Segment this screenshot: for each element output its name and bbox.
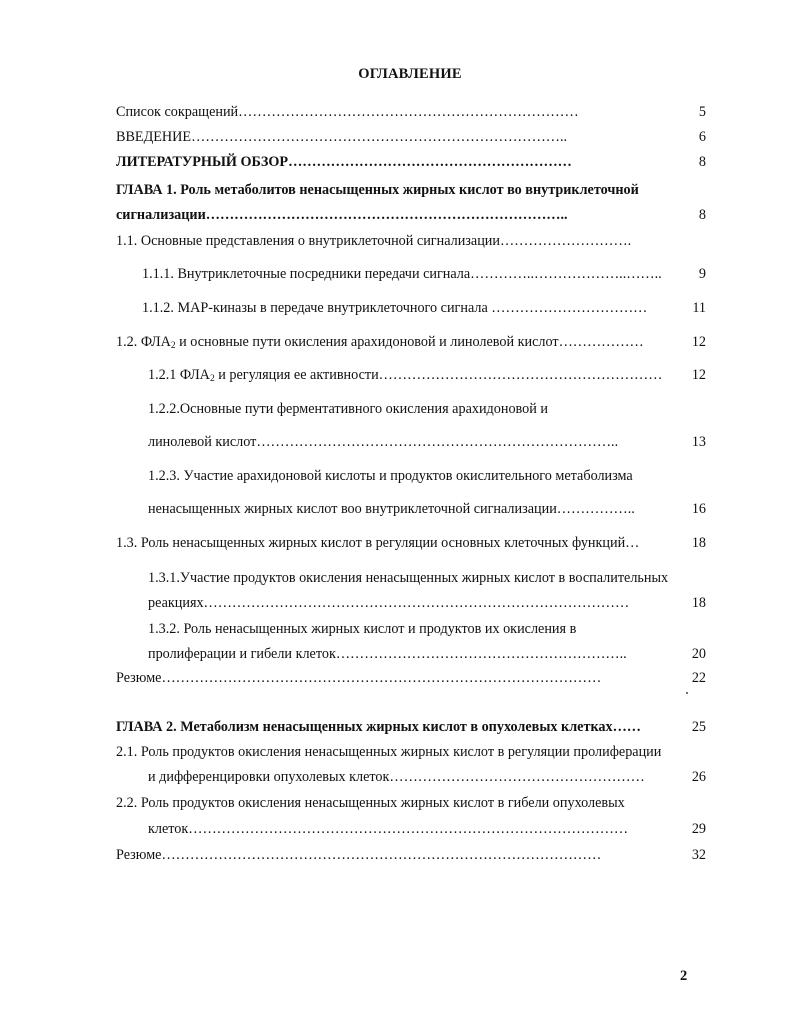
toc-entry-1-3-1-cont: реакциях……………………………………………………………………………… <box>148 595 630 611</box>
toc-entry-abbreviations: Список сокращений……………………………………………………………… <box>116 104 579 120</box>
toc-page-number: 12 <box>691 334 706 350</box>
page-number: 2 <box>680 968 688 984</box>
toc-entry-1-3-2-cont: пролиферации и гибели клеток…………………………………………………….. <box>148 646 627 662</box>
toc-entry-introduction: ВВЕДЕНИЕ…………………………………………………………………….. <box>116 129 568 145</box>
toc-entry-summary-2: Резюме………………………………………………………………………………… <box>116 847 602 863</box>
toc-entry-1-3: 1.3. Роль ненасыщенных жирных кислот в регуляции основных клеточных функций… <box>116 535 640 551</box>
toc-page-number: 16 <box>691 501 706 517</box>
toc-entry-2-2: 2.2. Роль продуктов окисления ненасыщенных жирных кислот в гибели опухолевых <box>116 795 625 811</box>
toc-entry-literature-review: ЛИТЕРАТУРНЫЙ ОБЗОР…………………………………………………… <box>116 154 572 170</box>
subscript: 2 <box>170 341 176 351</box>
toc-page-number: 13 <box>691 434 706 450</box>
toc-page-number: 8 <box>698 207 706 223</box>
toc-page-number: 9 <box>698 266 706 282</box>
toc-page-number: 20 <box>691 646 706 662</box>
scan-speck <box>686 692 688 694</box>
page-title: ОГЛАВЛЕНИЕ <box>358 66 462 82</box>
toc-entry-chapter-1: ГЛАВА 1. Роль метаболитов ненасыщенных жирных кислот во внутриклеточной <box>116 182 639 198</box>
toc-page-number: 25 <box>691 719 706 735</box>
subscript: 2 <box>209 374 215 384</box>
toc-page-number: 18 <box>691 595 706 611</box>
toc-entry-1-2-3: 1.2.3. Участие арахидоновой кислоты и продуктов окислительного метаболизма <box>148 468 633 484</box>
toc-entry-1-2-2-cont: линолевой кислот………………………………………………………………….. <box>148 434 619 450</box>
toc-entry-chapter-1-cont: сигнализации………………………………………………………………….. <box>116 207 568 223</box>
toc-page-number: 22 <box>691 670 706 686</box>
toc-entry-1-3-2: 1.3.2. Роль ненасыщенных жирных кислот и продуктов их окисления в <box>148 621 577 637</box>
toc-entry-chapter-2: ГЛАВА 2. Метаболизм ненасыщенных жирных кислот в опухолевых клетках…… <box>116 719 641 735</box>
toc-entry-1-2: 1.2. $ФЛА_2$ и основные пути окисления арахидоновой и линолевой кислот……………… <box>116 334 644 351</box>
toc-entry-2-1: 2.1. Роль продуктов окисления ненасыщенных жирных кислот в регуляции пролиферации <box>116 744 662 760</box>
toc-entry-1-1-1: 1.1.1. Внутриклеточные посредники передачи сигнала…………..………………..…….. <box>142 266 662 282</box>
toc-page-number: 5 <box>698 104 706 120</box>
toc-entry-2-2-cont: клеток………………………………………………………………………………… <box>148 821 629 837</box>
toc-entry-summary-1: Резюме………………………………………………………………………………… <box>116 670 602 686</box>
toc-entry-1-2-1: 1.2.1 $ФЛА_2$ и регуляция ее активности…………………………………………………… <box>148 367 663 384</box>
toc-page-number: 18 <box>691 535 706 551</box>
toc-entry-2-1-cont: и дифференцировки опухолевых клеток……………………………………………… <box>148 769 645 785</box>
toc-page-number: 11 <box>692 300 706 316</box>
toc-entry-1-1-2: 1.1.2. МАР-киназы в передаче внутриклеточного сигнала …………………………… <box>142 300 648 316</box>
toc-page-number: 12 <box>691 367 706 383</box>
toc-page-number: 8 <box>698 154 706 170</box>
toc-page-number: 32 <box>691 847 706 863</box>
toc-page-number: 29 <box>691 821 706 837</box>
toc-page-number: 26 <box>691 769 706 785</box>
toc-entry-1-3-1: 1.3.1.Участие продуктов окисления ненасыщенных жирных кислот в воспалительных <box>148 570 669 586</box>
toc-entry-1-2-3-cont: ненасыщенных жирных кислот воо внутриклеточной сигнализации…………….. <box>148 501 635 517</box>
toc-entry-1-1: 1.1. Основные представления о внутриклеточной сигнализации………………………. <box>116 233 632 249</box>
toc-page-number: 6 <box>698 129 706 145</box>
toc-entry-1-2-2: 1.2.2.Основные пути ферментативного окисления арахидоновой и <box>148 401 548 417</box>
